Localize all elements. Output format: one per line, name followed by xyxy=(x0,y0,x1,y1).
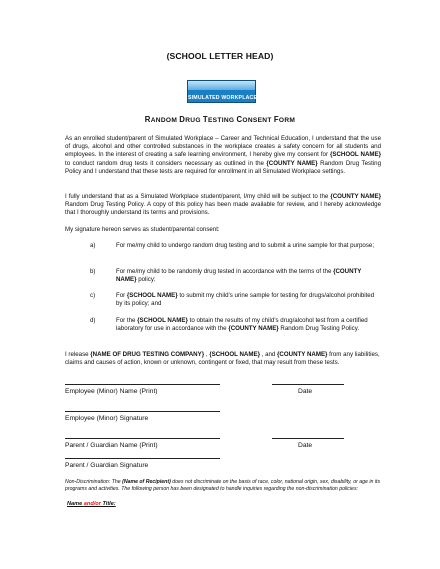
release-paragraph xyxy=(65,351,381,367)
date-line-2[interactable] xyxy=(272,438,344,439)
policy-text: I fully understand that as a Simulated Workplace student/parent, I/my child will be subject to the xyxy=(65,193,331,200)
county-name-placeholder: {COUNTY NAME} xyxy=(266,159,318,167)
date-label-1: Date xyxy=(298,388,313,395)
item-text-part: For the xyxy=(116,317,138,324)
signature-intro: My signature hereon serves as student/parental consent: xyxy=(65,226,220,233)
date-label-2: Date xyxy=(298,442,313,449)
county-name-placeholder: {COUNTY NAME} xyxy=(277,351,328,358)
item-text xyxy=(116,268,381,284)
logo-text: SIMULATED WORKPLACE xyxy=(188,95,258,101)
county-name-placeholder: {COUNTY NAME} xyxy=(330,193,381,200)
form-title xyxy=(0,115,440,124)
item-text-part: For me/my child to be randomly drug tested in accordance with the terms of the xyxy=(116,268,334,275)
title-initial: T xyxy=(202,115,208,124)
intro-text: to conduct random drug tests it considers necessary as outlined in the xyxy=(65,159,267,167)
date-line-1[interactable] xyxy=(272,384,344,385)
policy-text: Random Drug Testing Policy. A copy of this policy has been made available for review, and I hereby acknowledge that I thoroughly understand its terms and provisions. xyxy=(65,201,381,217)
intro-text: Random Drug Testing Policy and I understand that these tests are required for enrollment in all Simulated Workplace settings. xyxy=(65,159,381,175)
policy-paragraph xyxy=(65,193,381,218)
school-name-placeholder: {SCHOOL NAME} xyxy=(126,292,178,299)
title-initial: F xyxy=(273,115,279,124)
intro-paragraph xyxy=(65,135,381,176)
item-label: c) xyxy=(90,292,96,299)
school-name-placeholder: {SCHOOL NAME} xyxy=(329,151,381,159)
item-text xyxy=(116,292,381,308)
employee-name-label: Employee (Minor) Name (Print) xyxy=(65,388,158,395)
parent-signature-label: Parent / Guardian Signature xyxy=(65,462,149,469)
item-label: a) xyxy=(90,242,96,249)
item-label: d) xyxy=(90,317,96,324)
testing-company-placeholder: {NAME OF DRUG TESTING COMPANY} xyxy=(90,351,205,358)
non-discrimination-notice xyxy=(65,479,381,492)
item-text-part: to obtain the results of my child’s drug/alcohol test from a certified laboratory for use in accordance with the xyxy=(116,317,368,333)
title-part: ORM xyxy=(278,117,296,124)
notice-text: Non-Discrimination: The xyxy=(65,479,123,485)
county-name-placeholder: {COUNTY NAME} xyxy=(116,268,362,284)
parent-name-label: Parent / Guardian Name (Print) xyxy=(65,442,158,449)
county-name-placeholder: {COUNTY NAME} xyxy=(228,325,279,333)
notice-text: does not discriminate on the basis of race, color, national origin, sex, disability, or age in its programs and activities. The following person has been designated to handle inquiries regarding the non-discrimination policies: xyxy=(65,479,381,492)
parent-signature-line[interactable] xyxy=(65,458,220,459)
title-initial: R xyxy=(144,115,151,124)
intro-text: As an enrolled student/parent of Simulated Workplace – Career and Technical Education, I understand that the use of drugs, alcohol and other controlled substances in the workplace creates a safety concern for all students and employees. In the interest of creating a safe learning environment, I hereby give my consent for xyxy=(65,135,381,159)
parent-name-line[interactable] xyxy=(65,438,220,439)
item-text: For me/my child to undergo random drug testing and to submit a urine sample for that purpose; xyxy=(116,242,375,249)
title-initial: D xyxy=(179,115,186,124)
employee-signature-label: Employee (Minor) Signature xyxy=(65,415,149,422)
title-part: ANDOM xyxy=(150,117,180,124)
and-or-text: and/or xyxy=(83,501,101,507)
release-text: , and xyxy=(259,351,278,358)
item-text-part: policy; xyxy=(136,276,156,284)
employee-signature-line[interactable] xyxy=(65,411,220,412)
item-text-part: For xyxy=(116,292,127,299)
release-text: from any liabilities, claims and causes of action, known or unknown, contingent or fixed, that may result from these tests. xyxy=(65,351,380,367)
title-part: RUG xyxy=(185,117,203,124)
school-name-placeholder: {SCHOOL NAME} xyxy=(137,317,188,324)
item-text xyxy=(116,317,381,333)
recipient-placeholder: (Name of Recipient) xyxy=(122,479,171,485)
release-text: , xyxy=(204,351,210,358)
title-part: ESTING xyxy=(207,117,237,124)
item-text-part: Random Drug Testing Policy. xyxy=(278,325,360,333)
title-part: ONSENT xyxy=(242,117,274,124)
employee-name-line[interactable] xyxy=(65,384,220,385)
simulated-workplace-logo xyxy=(187,80,256,103)
letterhead: (SCHOOL LETTER HEAD) xyxy=(166,51,274,61)
name-title-label xyxy=(67,501,116,507)
logo-banner xyxy=(188,81,255,90)
name-title-part: Title: xyxy=(100,501,116,507)
school-name-placeholder: {SCHOOL NAME} xyxy=(209,351,260,358)
title-initial: C xyxy=(236,115,243,124)
item-text-part: to submit my child’s urine sample for testing for drugs/alcohol prohibited by its policy; and xyxy=(116,292,375,308)
name-title-part: Name xyxy=(67,501,84,507)
release-text: I release xyxy=(65,351,91,358)
item-label: b) xyxy=(90,268,96,275)
